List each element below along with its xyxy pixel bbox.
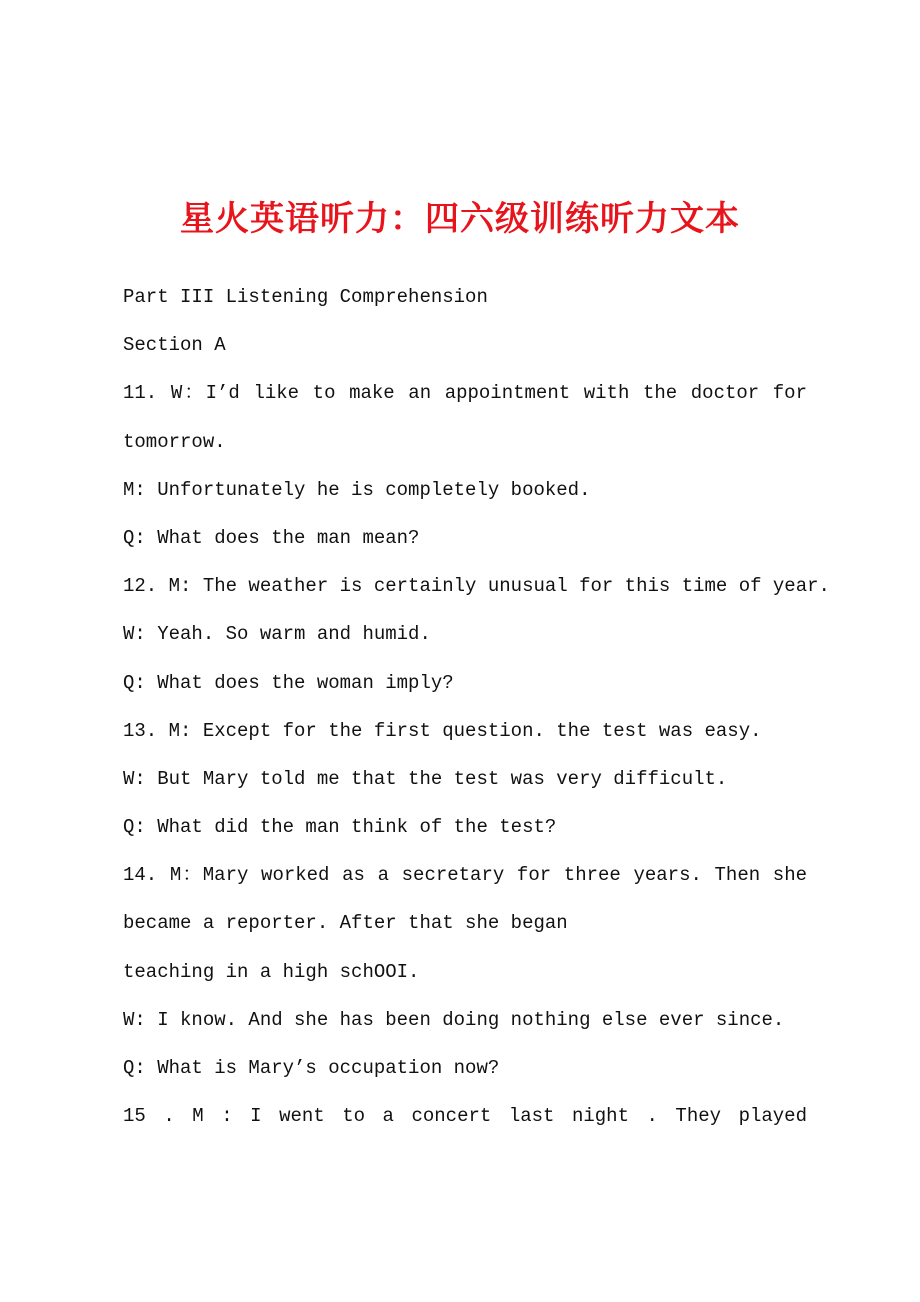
text-line: M: Unfortunately he is completely booked.	[123, 478, 591, 501]
text-line: 14. M：Mary worked as a secretary for three years. Then she	[123, 864, 807, 887]
text-line: Q: What is Mary’s occupation now?	[123, 1057, 500, 1079]
text-line: 11. W：I’d like to make an appointment with the doctor for	[123, 382, 807, 405]
text-line: Q: What did the man think of the test?	[123, 816, 557, 839]
text-line: W: But Mary told me that the test was very difficult.	[123, 767, 728, 790]
text-line-part-heading: Part III Listening Comprehension	[123, 286, 488, 308]
text-line: 13. M: Except for the first question. the test was easy.	[123, 719, 762, 742]
text-line: became a reporter. After that she began	[123, 912, 568, 935]
text-line: teaching in a high schOOI.	[123, 960, 420, 983]
text-line: tomorrow.	[123, 430, 226, 453]
document-body	[123, 273, 830, 1140]
text-line: W: I know. And she has been doing nothing else ever since.	[123, 1008, 785, 1031]
text-line: 12. M: The weather is certainly unusual for this time of year.	[123, 575, 830, 598]
text-line: 15 . M : I went to a concert last night . They played	[123, 1105, 807, 1128]
text-line-section-heading: Section A	[123, 334, 226, 357]
text-line: Q: What does the woman imply?	[123, 671, 454, 694]
document-title: 星火英语听力：四六级训练听力文本	[180, 199, 740, 239]
text-line: W: Yeah. So warm and humid.	[123, 623, 431, 646]
text-line: Q: What does the man mean?	[123, 526, 420, 549]
